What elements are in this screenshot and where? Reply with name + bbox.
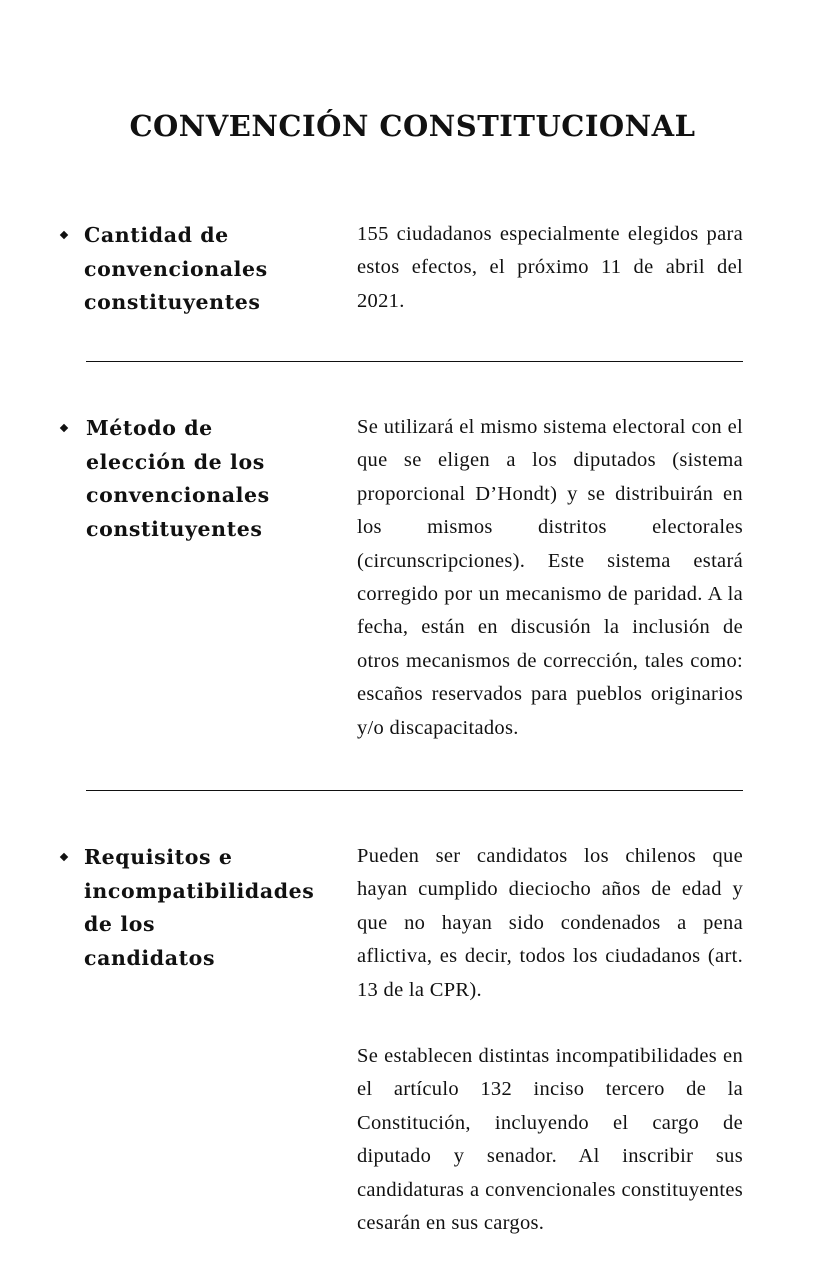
diamond-bullet-icon: [60, 231, 70, 241]
section-label: Requisitos e incompatibilidades de los candidatos: [84, 845, 315, 970]
section-description: [357, 411, 743, 745]
paragraph: Se utilizará el mismo sistema electoral con el que se eligen a los diputados (sistema proporcional D’Hondt) y se distribuirán en los mismos distritos electorales (circunscripciones). Este sistema estará corregido por un mecanismo de paridad. A la fecha, están en discusión la inclusión de otros mecanismos de corrección, tales como: escaños reservados para pueblos originarios y/o discapacitados.: [357, 416, 743, 739]
paragraph: Se establecen distintas incompatibilidades en el artículo 132 inciso tercero de la Constitución, incluyendo el cargo de diputado y senador. Al inscribir sus candidaturas a convencionales constituyentes cesarán en sus cargos.: [357, 1045, 743, 1235]
diamond-bullet-icon: [60, 424, 70, 434]
section-label: Método de elección de los convencionales constituyentes: [86, 416, 270, 541]
paragraph: 155 ciudadanos especialmente elegidos para estos efectos, el próximo 11 de abril del 2021.: [357, 223, 743, 312]
diamond-bullet-icon: [60, 853, 70, 863]
page-title: CONVENCIÓN CONSTITUCIONAL: [129, 109, 696, 143]
section-description: [357, 840, 743, 1240]
section-divider: [86, 790, 743, 791]
section-divider: [86, 361, 743, 362]
section-description: [357, 218, 743, 318]
paragraph: Pueden ser candidatos los chilenos que hayan cumplido dieciocho años de edad y que no hayan sido condenados a pena aflictiva, es decir, todos los ciudadanos (art. 13 de la CPR).: [357, 845, 743, 1001]
section-label: Cantidad de convencionales constituyentes: [84, 223, 268, 314]
